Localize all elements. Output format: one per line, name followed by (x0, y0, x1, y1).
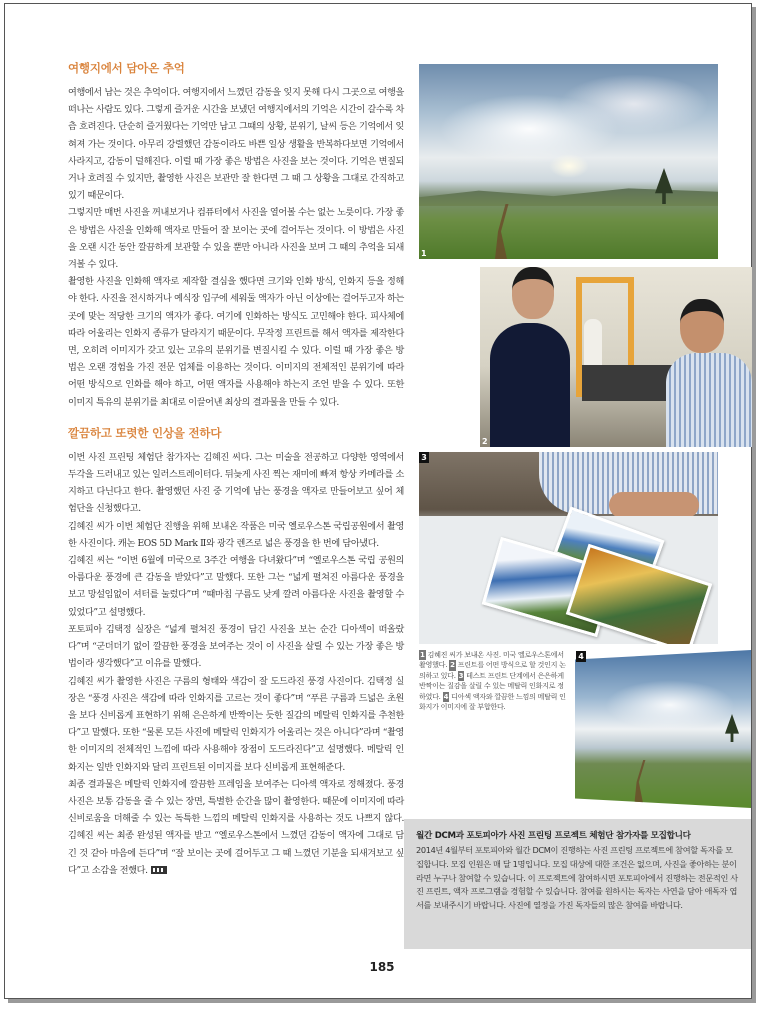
paragraph-final (68, 777, 404, 880)
photo-caption (419, 650, 569, 712)
photo-number: 1 (421, 249, 427, 258)
sun-glow (549, 154, 589, 178)
photo-consultation (480, 267, 752, 447)
man-head-shape (512, 267, 554, 319)
recruitment-title: 월간 DCM과 포토피아가 사진 프린팅 프로젝트 체험단 참가자를 모집합니다 (416, 831, 691, 841)
caption-number: 3 (458, 671, 464, 680)
man-navy-shirt-shape (490, 323, 570, 447)
photo-yellowstone-landscape (419, 64, 718, 259)
photo-number: 4 (576, 651, 586, 662)
paragraph: 이번 사진 프린팅 체험단 참가자는 김혜진 씨다. 그는 미술을 전공하고 다양한 영역에서 두각을 드러내고 있는 일러스트레이터다. 뒤늦게 사진 찍는 재미에 빠져 항상 카메라를 소지하고 다닌다고 한다. 촬영했던 사진 중 기억에 남는 풍경을 액자로 만들어보고 싶어 체험단을 신청했다고. (68, 452, 404, 515)
man-striped-shirt-shape (666, 353, 752, 447)
caption-text: 테스트 프린트 단계에서 은은하게 반짝이는 질감을 살릴 수 있는 메탈릭 인화지로 정하였다. (419, 670, 564, 701)
caption-text: 프린트를 어떤 방식으로 할 것인지 논의하고 있다. (419, 660, 566, 680)
caption-number: 2 (450, 661, 455, 670)
paragraph: 김혜진 씨가 이번 체험단 진행을 위해 보내온 작품은 미국 옐로우스톤 국립공원에서 촬영한 사진이다. 캐논 EOS 5D Mark Ⅱ와 광각 렌즈로 넓은 풍경을 한 번에 담아냈다. (68, 521, 404, 549)
page-number: 185 (369, 960, 395, 974)
caption-text: 김혜진 씨가 보내온 사진. 미국 옐로우스톤에서 촬영했다. (419, 650, 564, 670)
recruitment-notice (404, 819, 751, 949)
paragraph: 그렇지만 매번 사진을 꺼내보거나 컴퓨터에서 사진을 열어볼 수는 없는 노릇이다. 가장 좋은 방법은 사진을 인화해 액자로 만들어 잘 보이는 곳에 걸어두는 것이다. 이 방법은 사진을 오랜 시간 동안 깔끔하게 보관할 수 있을 뿐만 아니라 사진을 보며 그 때의 추억을 되새겨볼 수 있다. (68, 208, 404, 271)
printer-shape (582, 365, 674, 401)
photo-framed-print (575, 650, 751, 808)
photo-number: 3 (419, 452, 429, 463)
caption-number: 1 (420, 651, 425, 659)
trail-shape (489, 204, 519, 259)
section-heading-memories: 여행지에서 담아온 추억 (68, 61, 185, 75)
caption-number: 4 (443, 692, 449, 701)
photo-test-prints (419, 452, 718, 644)
paragraph: 포토피아 김택정 실장은 “넓게 펼쳐진 풍경이 담긴 사진을 보는 순간 디아섹이 떠올랐다”며 “군더더기 없이 깔끔한 풍경을 보여주는 것이 이 사진을 살릴 수 있는 가장 좋은 방법이라 생각했다”고 이유를 말했다. (68, 624, 404, 670)
article-column (68, 60, 404, 880)
hand-shape (609, 492, 699, 518)
paragraph: 김혜진 씨가 촬영한 사진은 구름의 형태와 색감이 잘 도드라진 풍경 사진이다. 김택정 실장은 “풍경 사진은 색감에 따라 인화지를 고르는 것이 좋다”며 “푸른 구름과 드넓은 초원을 보다 신비롭게 표현하기 위해 은은하게 반짝이는 듯한 질감의 메탈릭 인화지를 추천한다”고 말했다. 또한 “물론 모든 사진에 메탈릭 인화지가 어울리는 것은 아니다”라며 “촬영한 이미지의 전체적인 느낌에 따라 사용해야 장점이 도드라진다”고 설명했다. 메탈릭 인화지는 일반 인화지와 달리 프린트된 이미지를 보다 신비롭게 표현해준다. (68, 676, 404, 773)
paragraph: 김혜진 씨는 “이번 6월에 미국으로 3주간 여행을 다녀왔다”며 “옐로우스톤 국립 공원의 아름다운 풍경에 큰 감동을 받았다”고 말했다. 또한 그는 “넓게 펼쳐진 아름다운 풍경을 보고 망설임없이 셔터를 눌렀다”며 “때마침 구름도 낮게 깔려 아름다운 사진을 촬영할 수 있었다”고 설명했다. (68, 556, 404, 618)
photo-number: 2 (482, 437, 488, 446)
paragraph: 촬영한 사진을 인화해 액자로 제작할 결심을 했다면 크기와 인화 방식, 인화지 등을 정해야 한다. 사진을 전시하거나 예식장 입구에 세워둘 액자가 아닌 이상에는 걸어두고자 하는 곳에 맞는 적당한 크기의 액자가 좋다. 여기에 인화하는 방식도 고민해야 한다. 피사체에 따라 어울리는 인화지 종류가 달라지기 때문이다. 무작정 프린트를 해서 액자를 제작한다면, 오히려 이미지가 갖고 있는 고유의 분위기를 변질시킬 수 있다. 이럴 때 가장 좋은 방법은 오랜 경험을 가진 전문 업체를 이용하는 것이다. 이미지의 전체적인 분위기에 따라 어떤 방식으로 인화를 해야 하고, 어떤 액자를 사용해야 하는지 조언 받을 수 있다. 또한 이미지 특유의 분위기를 최대로 이끌어낸 최상의 결과물을 만들 수 있다. (68, 277, 404, 408)
trail-shape (630, 760, 652, 804)
paragraph-text: 최종 결과물은 메탈릭 인화지에 깔끔한 프레임을 보여주는 디아섹 액자로 정해졌다. 풍경 사진은 보통 감동을 줄 수 있는 장면, 특별한 순간을 많이 촬영한다. 때문에 이미지에 따라 신비로움을 더해줄 수 있는 독특한 느낌의 메탈릭 인화지를 사용하는 것도 나쁘지 않다. 김혜진 씨는 최종 완성된 액자를 받고 “옐로우스톤에서 느꼈던 감동이 액자에 그대로 담긴 것 같아 마음에 든다”며 “잘 보이는 곳에 걸어두고 그 때 느꼈던 기분을 되새겨보고 싶다”고 소감을 전했다. (68, 779, 404, 876)
section-heading-impression: 깔끔하고 또렷한 인상을 전하다 (68, 425, 222, 440)
cloud-shape (605, 680, 735, 730)
hills-shape (419, 184, 718, 206)
man-head-shape (680, 299, 724, 353)
cloud-shape (559, 74, 709, 134)
paragraph: 여행에서 남는 것은 추억이다. 여행지에서 느꼈던 감동을 잊지 못해 다시 그곳으로 여행을 떠나는 사람도 있다. 그렇게 즐거운 시간을 보냈던 여행지에서의 기억은 시간이 갈수록 차츰 흐려진다. 단순히 즐거웠다는 기억만 남고 그때의 상황, 분위기, 날씨 등은 기억에서 잊혀져 가는 것이다. 아무리 강렬했던 감동이라도 바쁜 일상 생활을 반복하다보면 기억에서 사라지고, 감동이 덜해진다. 이럴 때 가장 좋은 방법은 사진을 보는 것이다. 기억은 변질되거나 흐려질 수 있지만, 촬영한 사진은 보관만 잘 한다면 그 때 그 상황을 그대로 간직하고 있기 때문이다. (68, 88, 404, 202)
caption-text: 디아섹 액자와 깔끔한 느낌의 메탈릭 인화지가 이미지에 잘 부합한다. (419, 691, 566, 712)
dcm-end-mark-icon (151, 866, 167, 874)
tree-icon (725, 714, 739, 742)
recruitment-body: 2014년 4월부터 포토피아와 월간 DCM이 진행하는 사진 프린팅 프로젝트에 참여할 독자를 모집합니다. 모집 인원은 매 달 1명입니다. 모집 대상에 대한 조건은 없으며, 사진을 좋아하는 분이라면 누구나 참여할 수 있습니다. 이 프로젝트에 참여하시면 포토피아에서 진행하는 전문적인 사진 프린트, 액자 프로그램을 경험할 수 있습니다. 참여를 원하시는 독자는 사연을 담아 애독자 엽서를 보내주시기 바랍니다. 사진에 열정을 가진 독자들의 많은 참여를 바랍니다. (416, 845, 738, 911)
background-person-shape (584, 319, 602, 365)
